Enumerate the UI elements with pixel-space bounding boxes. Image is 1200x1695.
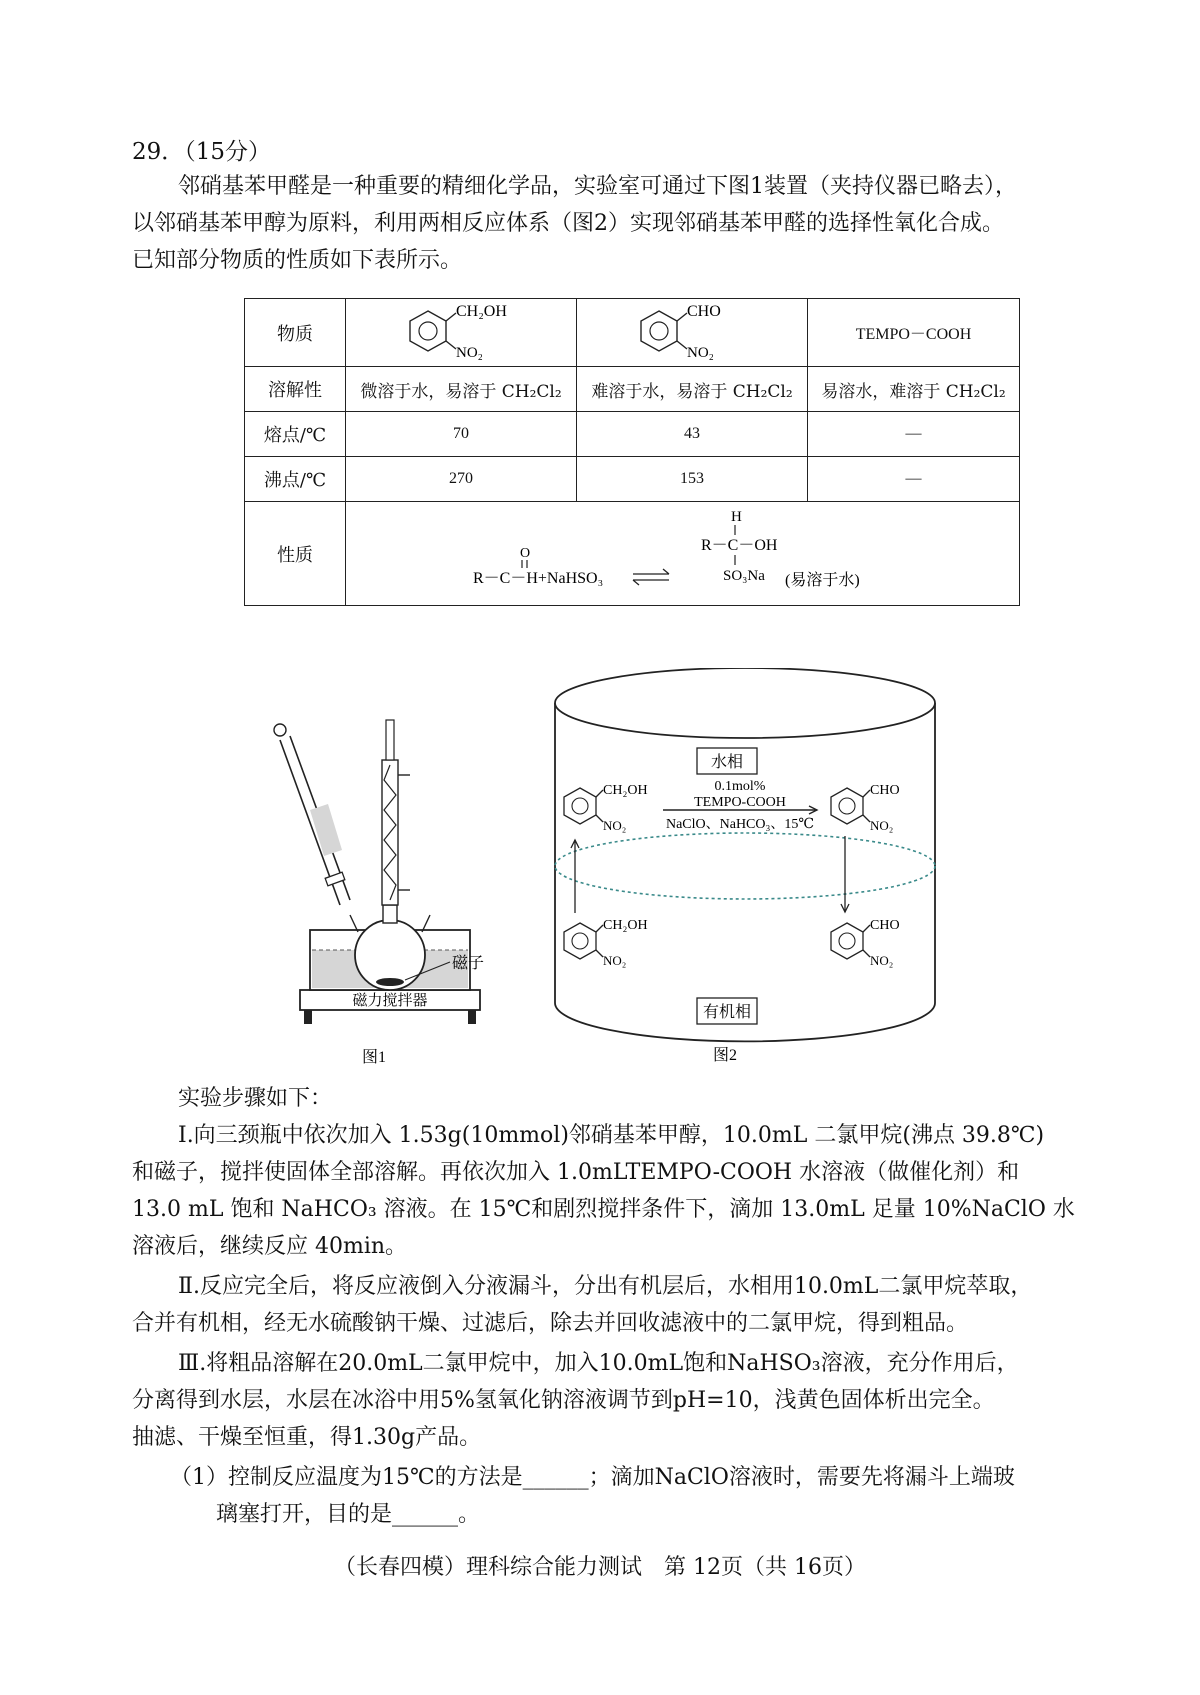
nitrobenzaldehyde-structure <box>617 299 767 361</box>
figure-2-two-phase-system <box>545 668 945 1073</box>
struct-no2-label: NO₂ <box>687 345 714 361</box>
equilibrium-arrow-icon <box>633 569 669 585</box>
struct-no2-label: NO₂ <box>456 345 483 361</box>
bisulfite-reaction <box>473 503 893 599</box>
figure-2-caption: 图2 <box>713 1047 738 1064</box>
cell-solubility-3: 易溶水，难溶于 CH₂Cl₂ <box>808 367 1020 412</box>
reaction-so3na: SO₃Na <box>722 568 765 584</box>
stirrer-label: 磁力搅拌器 <box>352 993 428 1009</box>
organic-phase-label: 有机相 <box>702 1004 752 1021</box>
aqueous-alcohol-ch2oh: CH₂OH <box>603 783 648 798</box>
cell-solubility-2: 难溶于水，易溶于 CH₂Cl₂ <box>577 367 808 412</box>
steps-heading: 实验步骤如下： <box>178 1086 333 1111</box>
header-nitrobenzyl-alcohol <box>346 299 577 367</box>
condition-catalyst: TEMPO-COOH <box>694 795 786 810</box>
step-1-line-3: 13.0 mL 饱和 NaHCO₃ 溶液。在 15℃和剧烈搅拌条件下，滴加 13.0mL 足量 10%NaClO 水 <box>132 1197 1075 1222</box>
step-3-line-2: 分离得到水层，水层在冰浴中用5%氢氧化钠溶液调节到pH=10，浅黄色固体析出完全。 <box>132 1388 995 1413</box>
cell-bp-2: 153 <box>577 457 808 502</box>
figure-1-apparatus <box>270 700 550 1070</box>
row-label-solubility: 溶解性 <box>245 367 346 412</box>
struct-cho-label: CHO <box>687 303 721 320</box>
step-3-line-1: Ⅲ.将粗品溶解在20.0mL二氯甲烷中，加入10.0mL饱和NaHSO₃溶液，充分作用后， <box>178 1351 1019 1376</box>
intro-line-1: 邻硝基苯甲醛是一种重要的精细化学品，实验室可通过下图1装置（夹持仪器已略去）， <box>178 174 1017 199</box>
organic-alcohol-ch2oh: CH₂OH <box>603 918 648 933</box>
stir-bar <box>376 978 404 986</box>
figure-1-caption: 图1 <box>362 1049 387 1066</box>
organic-aldehyde-no2: NO₂ <box>870 953 894 968</box>
question-number: 29．（15分） <box>132 139 272 165</box>
step-2-line-2: 合并有机相，经无水硫酸钠干燥、过滤后，除去并回收滤液中的二氯甲烷，得到粗品。 <box>132 1311 969 1336</box>
sub-question-1-line-2: 璃塞打开，目的是______。 <box>216 1502 481 1527</box>
cell-solubility-1: 微溶于水，易溶于 CH₂Cl₂ <box>346 367 577 412</box>
header-tempo-cooh: TEMPO－COOH <box>808 299 1020 367</box>
organic-aldehyde-cho: CHO <box>870 918 900 933</box>
aqueous-aldehyde-no2: NO₂ <box>870 818 894 833</box>
step-1-line-1: I.向三颈瓶中依次加入 1.53g(10mmol)邻硝基苯甲醇，10.0mL 二氯甲烷(沸点 39.8℃) <box>178 1123 1045 1148</box>
aqueous-alcohol-no2: NO₂ <box>603 818 627 833</box>
cell-mp-1: 70 <box>346 412 577 457</box>
properties-table <box>244 298 1020 606</box>
struct-ch2oh-label: CH₂OH <box>456 303 507 320</box>
aqueous-aldehyde-cho: CHO <box>870 783 900 798</box>
reaction-h-atom: H <box>730 509 742 525</box>
reaction-note: (易溶于水) <box>784 572 860 589</box>
header-substance: 物质 <box>245 299 346 367</box>
cell-mp-2: 43 <box>577 412 808 457</box>
condition-loading: 0.1mol% <box>714 779 766 794</box>
step-1-line-2: 和磁子，搅拌使固体全部溶解。再依次加入 1.0mLTEMPO-COOH 水溶液（做催化剂）和 <box>132 1160 1020 1185</box>
cell-bp-3: — <box>808 457 1020 502</box>
row-label-property: 性质 <box>245 502 346 606</box>
magnet-label: 磁子 <box>452 955 485 972</box>
header-nitrobenzaldehyde <box>577 299 808 367</box>
reaction-lhs: R－C－H+NaHSO₃ <box>472 570 603 587</box>
nitrobenzyl-alcohol-structure <box>386 299 536 361</box>
reaction-rhs: R－C－OH <box>700 537 777 554</box>
reaction-o-atom: O <box>519 546 530 561</box>
step-2-line-1: Ⅱ.反应完全后，将反应液倒入分液漏斗，分出有机层后，水相用10.0mL二氯甲烷萃取， <box>178 1274 1033 1299</box>
step-1-line-4: 溶液后，继续反应 40min。 <box>132 1234 408 1259</box>
row-label-boiling-point: 沸点/℃ <box>245 457 346 502</box>
aqueous-phase-label: 水相 <box>710 754 744 771</box>
reaction-cell <box>346 502 1020 606</box>
organic-alcohol-no2: NO₂ <box>603 953 627 968</box>
intro-line-2: 以邻硝基苯甲醇为原料，利用两相反应体系（图2）实现邻硝基苯甲醛的选择性氧化合成。 <box>132 211 1004 236</box>
condition-reagents: NaClO、NaHCO₃、15℃ <box>665 817 815 832</box>
sub-question-1-line-1: （1）控制反应温度为15℃的方法是______；滴加NaClO溶液时，需要先将漏斗上端玻 <box>170 1465 1015 1490</box>
page-footer: （长春四模）理科综合能力测试 第 12页（共 16页） <box>334 1555 866 1580</box>
row-label-melting-point: 熔点/℃ <box>245 412 346 457</box>
cell-bp-1: 270 <box>346 457 577 502</box>
intro-line-3: 已知部分物质的性质如下表所示。 <box>132 248 463 273</box>
cell-mp-3: — <box>808 412 1020 457</box>
step-3-line-3: 抽滤、干燥至恒重，得1.30g产品。 <box>132 1425 482 1450</box>
